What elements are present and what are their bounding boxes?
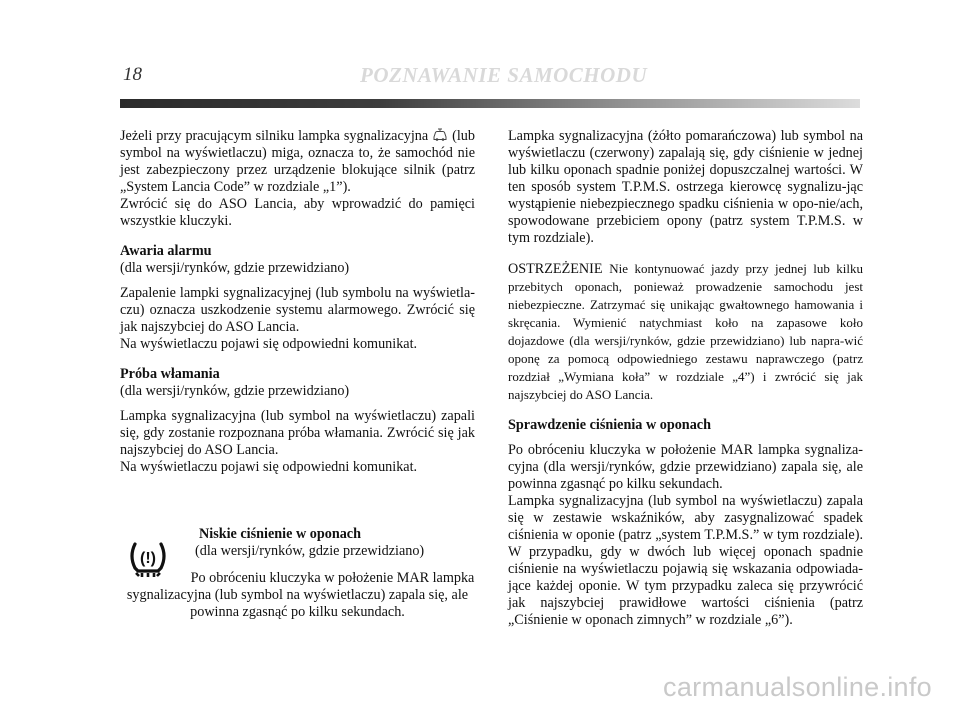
header-divider-bar bbox=[120, 99, 860, 108]
pressure-check-paragraph-2: Lampka sygnalizacyjna (lub symbol na wyświetlaczu) zapala się w zestawie wskaźników, aby zasygnalizować spadek ciśnienia w oponie (patrz „system T.P.M.S.” w tym rozdziale). W przypadku, gdy w dwóch lub więcej oponach spadnie ciśnienie na wyświetlaczu pojawią się wskazania odpowiada-jące każdej oponie. W tym przypadku zaleca się przywrócić jak najszybciej prawidłowe wartości ciśnienia (patrz „Ciśnienie w oponach zimnych” w rozdziale „6”). bbox=[508, 493, 863, 628]
tpms-heading: Niskie ciśnienie w oponach bbox=[199, 526, 361, 542]
break-in-paragraph: Lampka sygnalizacyjna (lub symbol na wyświetlaczu) zapali się, gdy zostanie rozpoznana próba włamania. Zwrócić się jak najszybciej do ASO Lancia. bbox=[120, 408, 475, 458]
tpms-subheading: (dla wersji/rynków, gdzie przewidziano) bbox=[195, 543, 425, 559]
watermark: carmanualsonline.info bbox=[663, 672, 932, 702]
left-column bbox=[120, 128, 475, 476]
intro-paragraph-2: Zwrócić się do ASO Lancia, aby wprowadzić do pamięci wszystkie kluczyki. bbox=[120, 196, 475, 229]
right-column bbox=[508, 128, 863, 629]
page-number: 18 bbox=[123, 64, 142, 85]
break-in-subheading: (dla wersji/rynków, gdzie przewidziano) bbox=[120, 383, 350, 399]
warning-label: OSTRZEŻENIE bbox=[508, 261, 603, 277]
warning-paragraph bbox=[508, 260, 863, 404]
tpms-lamp-paragraph: Lampka sygnalizacyjna (żółto pomarańczowa) lub symbol na wyświetlaczu (czerwony) zapalają się, gdy ciśnienie w jednej lub kilku oponach spadnie poniżej dopuszczalnej wartości. W ten sposób system T.P.M.S. ostrzega kierowcę sygnalizu-jąc wystąpienie niebezpiecznego spadku ciśnienia w opo-nie/ach, spowodowane przebiciem opony (patrz system T.P.M.S. w tym rozdziale). bbox=[508, 128, 863, 246]
alarm-subheading: (dla wersji/rynków, gdzie przewidziano) bbox=[120, 260, 350, 276]
intro-text-before-icon: Jeżeli przy pracującym silniku lampka sygnalizacyjna bbox=[120, 128, 429, 144]
pressure-check-heading: Sprawdzenie ciśnienia w oponach bbox=[508, 417, 711, 433]
warning-text: Nie kontynuować jazdy przy jednej lub kilku przebitych oponach, ponieważ prowadzenie samochodu jest niebezpieczne. Zatrzymać się unikając gwałtownego hamowania i skręcania. Wymienić natychmiast koło na zapasowe koło dojazdowe (dla wersji/rynków, gdzie przewidziano) lub napra-wić oponę za pomocą odpowiedniego zestawu naprawczego (patrz rozdział „Wymiana koła” w rozdziale „4”) i zwrócić się jak najszybciej do ASO Lancia. bbox=[508, 261, 863, 402]
intro-text-after-icon: (lub symbol na wyświetlaczu) miga, oznacza to, że samochód nie jest zabezpieczony przez urządzenie blokujące silnik (patrz „System Lancia Code” w rozdziale „1”). bbox=[120, 128, 475, 195]
tire-pressure-warning-icon bbox=[126, 536, 170, 580]
section-title: POZNAWANIE SAMOCHODU bbox=[360, 63, 648, 87]
pressure-check-paragraph: Po obróceniu kluczyka w położenie MAR lampka sygnaliza-cyjna (dla wersji/rynków, gdzie przewidziano) zapala się, ale powinna zgasnąć po kilku sekundach. bbox=[508, 442, 863, 492]
intro-paragraph bbox=[120, 128, 475, 196]
alarm-heading: Awaria alarmu bbox=[120, 243, 212, 259]
tpms-icon-label: (!) bbox=[140, 550, 156, 567]
alarm-paragraph: Zapalenie lampki sygnalizacyjnej (lub symbolu na wyświetla-czu) oznacza uszkodzenie systemu alarmowego. Zwrócić się jak najszybciej do ASO Lancia. bbox=[120, 285, 475, 335]
tpms-paragraph: Po obróceniu kluczyka w położenie MAR lampka sygnalizacyjna (lub symbol na wyświetlaczu) zapala się, ale powinna zgasnąć po kilku sekundach. bbox=[126, 570, 475, 620]
alarm-paragraph-2: Na wyświetlaczu pojawi się odpowiedni komunikat. bbox=[120, 336, 418, 352]
tpms-block bbox=[120, 526, 475, 621]
break-in-paragraph-2: Na wyświetlaczu pojawi się odpowiedni komunikat. bbox=[120, 459, 418, 475]
break-in-heading: Próba włamania bbox=[120, 366, 220, 382]
car-key-icon bbox=[432, 128, 448, 142]
